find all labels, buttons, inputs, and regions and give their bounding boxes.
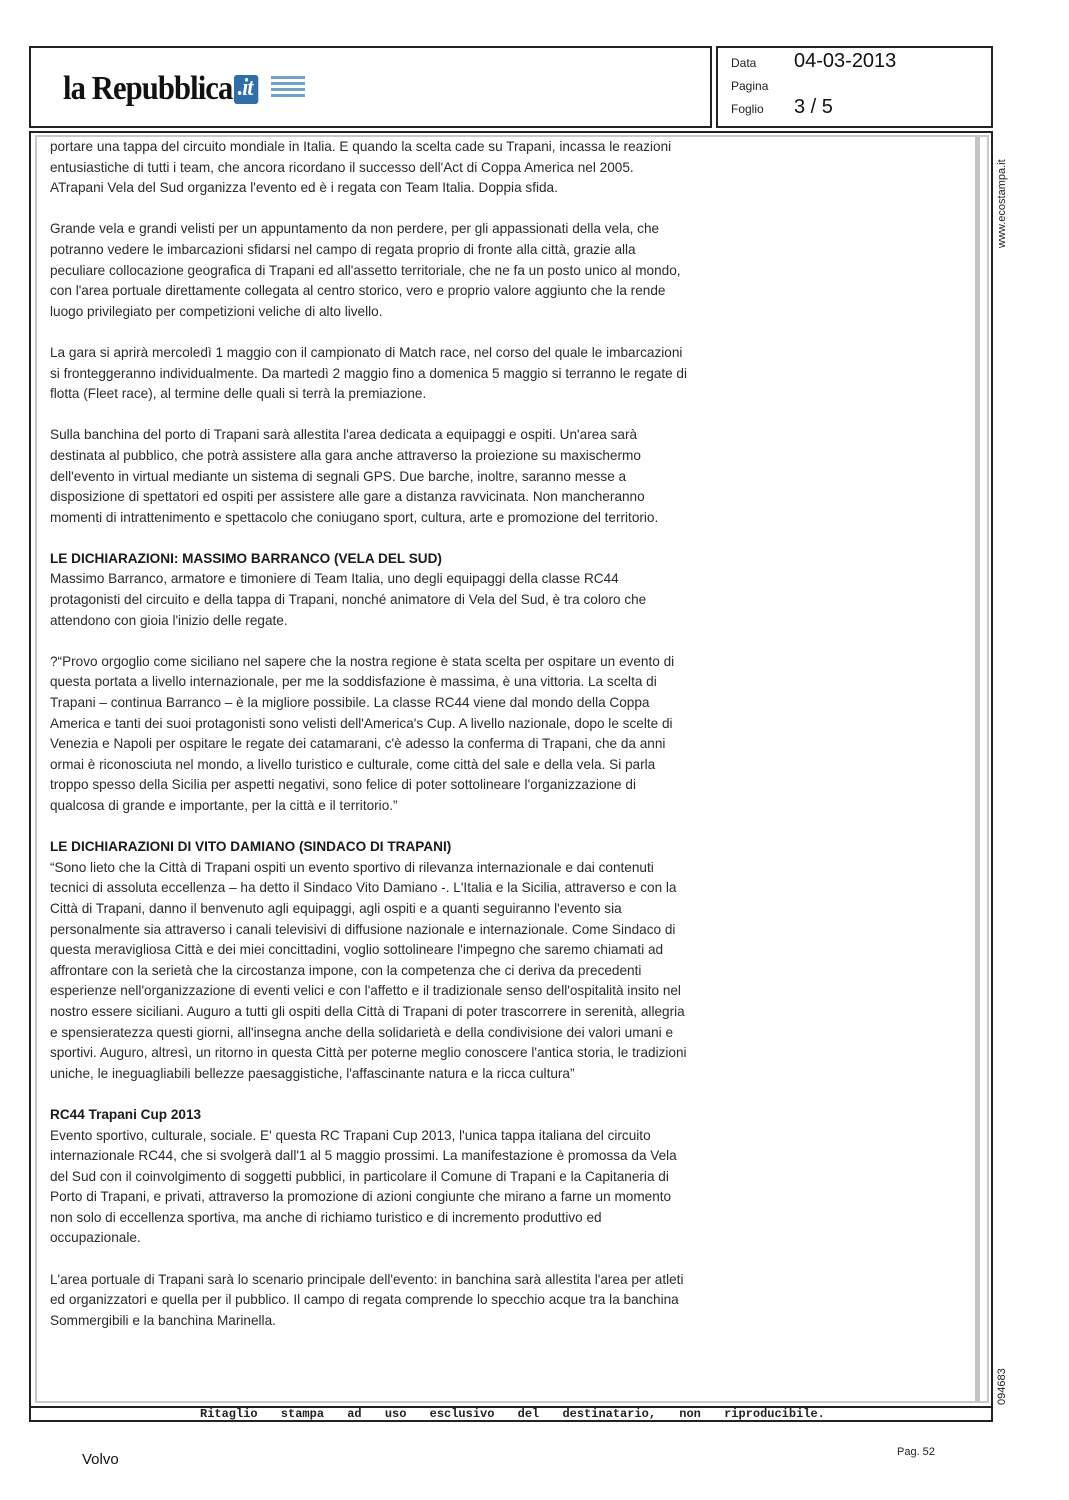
repubblica-logo [63, 70, 258, 108]
document-code: 094683 [996, 1368, 1008, 1405]
paragraph: Evento sportivo, culturale, sociale. E' questa RC Trapani Cup 2013, l'unica tappa italiana del circuito internazionale RC44, che si svolgerà dall'1 al 5 maggio prossimi. La manifestazione è promossa da Vela del Sud con il coinvolgimento di soggetti pubblici, in particolare il Comune di Trapani e la Capitaneria di Porto di Trapani, e privati, attraverso la promozione di azioni congiunte che mirano a farne un momento non solo di eccellenza sportiva, ma anche di richiamo turistico e di incremento produttivo ed occupazionale. [50, 1127, 677, 1246]
paragraph: Massimo Barranco, armatore e timoniere di Team Italia, uno degli equipaggi della classe RC44 protagonisti del circuito e della tappa di Trapani, nonché animatore di Vela del Sud, è tra coloro che attendono con gioia l'inizio delle regate. [50, 571, 647, 628]
meta-box [716, 46, 993, 128]
paragraph: “Sono lieto che la Città di Trapani ospiti un evento sportivo di rilevanza internazionale e dai contenuti tecnici di assoluta eccellenza – ha detto il Sindaco Vito Damiano -. L'Italia e la Sicilia, attraverso e con la Città di Trapani, danno il benvenuto agli equipaggi, agli ospiti e a quanti seguiranno l'evento sia personalmente sia attraverso i canali televisivi di diffusione nazionale e internazionale. Come Sindaco di questa meravigliosa Città e dei miei concittadini, voglio sottolineare l'impegno che saremo chiamati ad affrontare con la serietà che la circostanza impone, con la competenza che ci deriva da precedenti esperienze nell'organizzazione di eventi velici e con l'affetto e il tradizionale senso dell'ospitalità insito nel nostro essere siciliani. Auguro a tutti gli ospiti della Città di Trapani di poter trascorrere in serenità, allegria e spensieratezza questi giorni, all'insegna anche della solidarietà e della condivisione dei valori umani e sportivi. Auguro, altresì, un ritorno in questa Città per poterne meglio conoscere l'antica storia, le tradizioni uniche, le ineguagliabili bellezze paesaggistiche, l'affascinante natura e la ricca cultura” [50, 859, 687, 1081]
logo-suffix: .it [234, 75, 258, 104]
section-heading: RC44 Trapani Cup 2013 [50, 1106, 202, 1122]
data-label: Data [731, 56, 757, 70]
page-number: Pag. 52 [897, 1446, 935, 1458]
client-name: Volvo [82, 1451, 119, 1468]
paragraph: Grande vela e grandi velisti per un appuntamento da non perdere, per gli appassionati della vela, che potranno vedere le imbarcazioni sfidarsi nel campo di regata proprio di fronte alla città, grazie alla peculiare collocazione geografica di Trapani ed all'assetto territoriale, che ne fa un posto unico al mondo, con l'area portuale direttamente collegata al centro storico, vero e proprio valore aggiunto che la rende luogo privilegiato per competizioni veliche di alto livello. [50, 221, 681, 319]
masthead-box [29, 46, 712, 128]
logo-text: la Repubblica [63, 70, 233, 107]
article-body [50, 137, 690, 1352]
paragraph: ?“Provo orgoglio come siciliano nel sapere che la nostra regione è stata scelta per ospitare un evento di questa portata a livello internazionale, per me la soddisfazione è massima, è una vittoria. La scelta di Trapani – continua Barranco – è la migliore possibile. La classe RC44 viene dal mondo della Coppa America e tanti dei suoi protagonisti sono velisti dell'America's Cup. A livello nazionale, dopo le scelte di Venezia e Napoli per ospitare le regate dei catamarani, c'è adesso la conferma di Trapani, che da anni ormai è riconosciuta nel mondo, a livello turistico e culturale, come città del sale e della vela. Si parla troppo spesso della Sicilia per aspetti negativi, sono felice di poter sottolineare l'organizzazione di qualcosa di grande e importante, per la città e il territorio.” [50, 653, 675, 813]
foglio-label: Foglio [731, 102, 764, 116]
ecostampa-url: www.ecostampa.it [996, 159, 1008, 248]
paragraph: Sulla banchina del porto di Trapani sarà allestita l'area dedicata a equipaggi e ospiti. Un'area sarà destinata al pubblico, che potrà assistere alla gara anche attraverso la proiezione su maxischermo dell'evento in virtual mediante un sistema di segnali GPS. Due barche, inoltre, saranno messe a disposizione di spettatori ed ospiti per assistere alle gare a distanza ravvicinata. Non mancheranno momenti di intrattenimento e spettacolo che coniugano sport, cultura, arte e promozione del territorio. [50, 427, 659, 525]
foglio-value: 3 / 5 [794, 96, 833, 118]
section-heading: LE DICHIARAZIONI DI VITO DAMIANO (SINDACO DI TRAPANI) [50, 839, 452, 855]
scrollbar-rule [975, 137, 980, 1402]
pagina-label: Pagina [731, 79, 769, 93]
paragraph: portare una tappa del circuito mondiale in Italia. E quando la scelta cade su Trapani, incassa le reazioni entusiastiche di tutti i team, che ancora ricordano il successo dell'Act di Coppa America nel 2005. ATrapani Vela del Sud organizza l'evento ed è i regata con Team Italia. Doppia sfida. [50, 139, 672, 196]
paragraph: La gara si aprirà mercoledì 1 maggio con il campionato di Match race, nel corso del quale le imbarcazioni si fronteggeranno individualmente. Da martedì 2 maggio fino a domenica 5 maggio si terranno le regate di flotta (Fleet race), al termine delle quali si terrà la premiazione. [50, 344, 688, 402]
ritaglio-notice: Ritaglio stampa ad uso esclusivo del destinatario, non riproducibile. [200, 1407, 825, 1421]
data-value: 04-03-2013 [794, 50, 897, 72]
logo-stripes-icon [271, 76, 305, 110]
paragraph: L'area portuale di Trapani sarà lo scenario principale dell'evento: in banchina sarà allestita l'area per atleti ed organizzatori e quella per il pubblico. Il campo di regata comprende lo specchio acque tra la banchina Sommergibili e la banchina Marinella. [50, 1271, 684, 1328]
section-heading: LE DICHIARAZIONI: MASSIMO BARRANCO (VELA DEL SUD) [50, 550, 442, 566]
